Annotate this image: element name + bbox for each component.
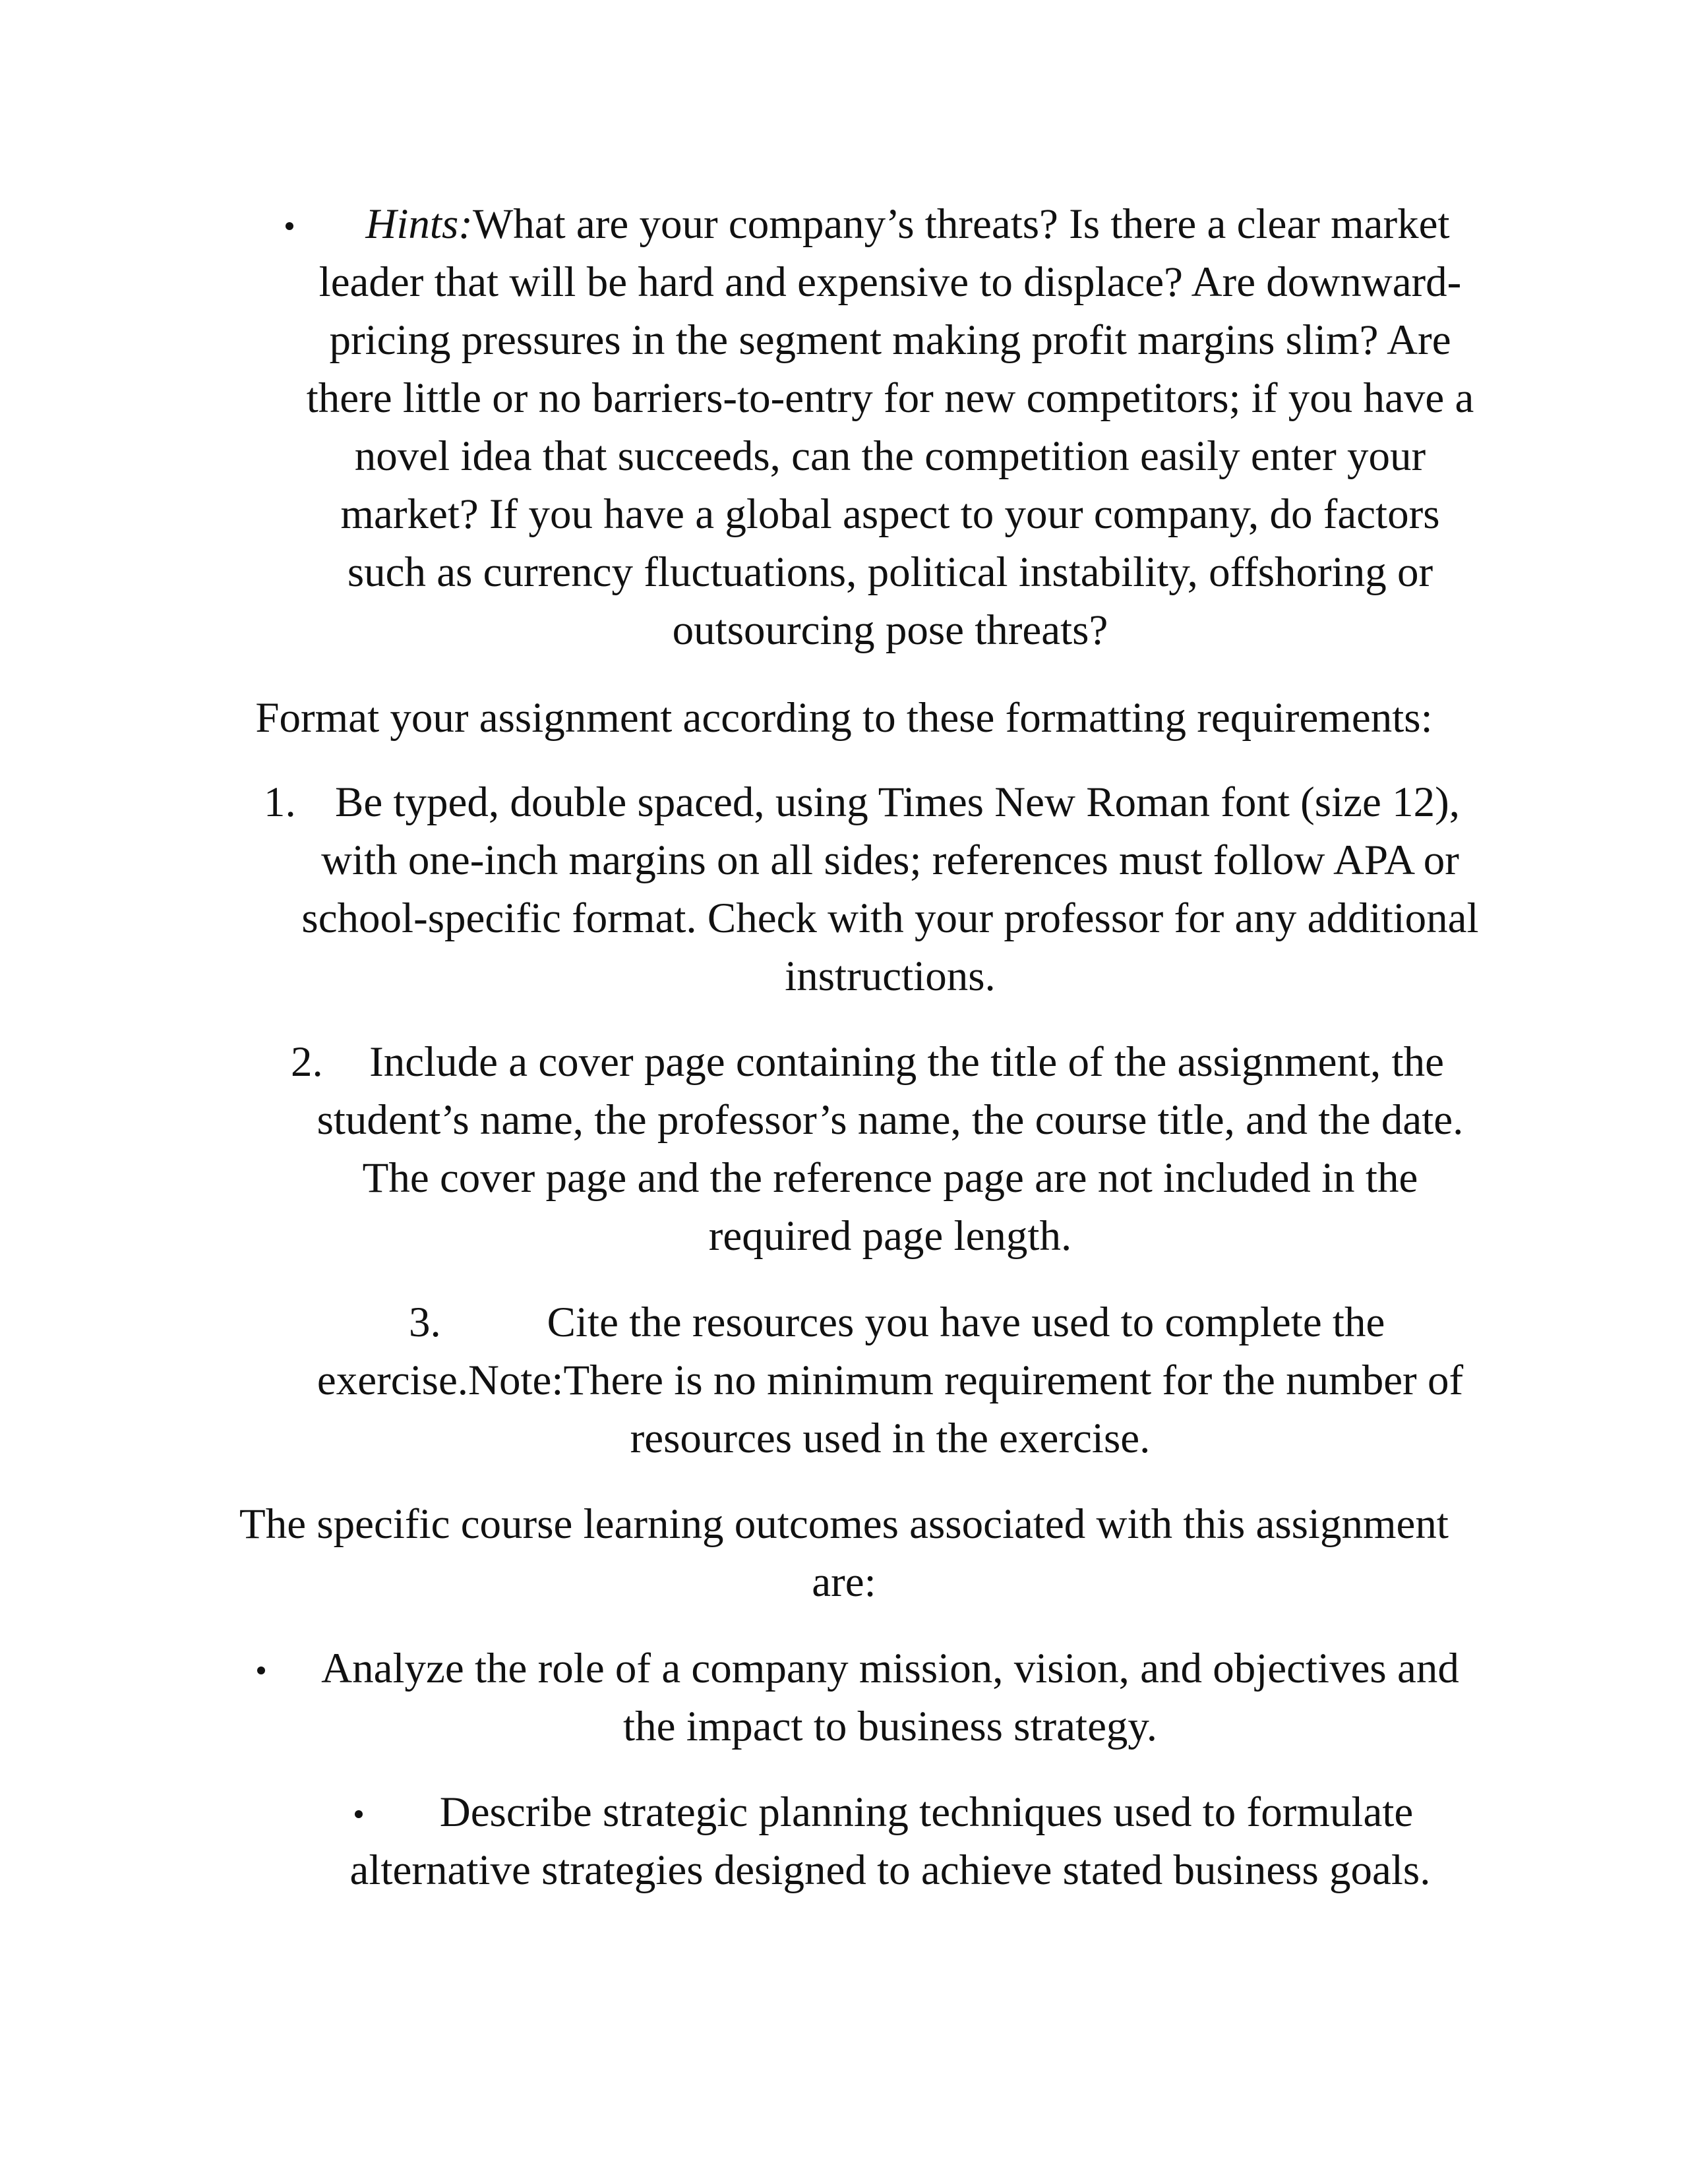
threats-hint-paragraph xyxy=(300,195,1480,659)
bullet-icon xyxy=(257,1667,265,1674)
requirement-item: Be typed, double spaced, using Times New Roman font (size 12), with one-inch margins on all sides; references must follow APA or school-specific format. Check with your professor for any additional instructions. xyxy=(301,779,1479,1000)
outcome-item: Analyze the role of a company mission, vision, and objectives and the impact to business strategy. xyxy=(321,1645,1459,1750)
requirement-item: Cite the resources you have used to complete the exercise.Note:There is no minimum requirement for the number of resources used in the exercise. xyxy=(316,1299,1464,1462)
outcomes-heading: The specific course learning outcomes associated with this assignment are: xyxy=(239,1500,1449,1606)
outcome-item: Describe strategic planning techniques used to formulate alternative strategies designed to achieve stated business goals. xyxy=(349,1788,1431,1894)
format-heading: Format your assignment according to these formatting requirements: xyxy=(255,694,1433,742)
hints-label: Hints: xyxy=(365,200,473,248)
requirement-number: 2. xyxy=(291,1038,323,1086)
requirement-number: 1. xyxy=(264,779,296,826)
bullet-icon xyxy=(286,222,293,230)
hints-text: What are your company’s threats? Is there a clear market leader that will be hard and expensive to displace? Are downward-pricing pressures in the segment making profit margins slim? Are there little or no barriers-to-entry for new competitors; if you have a novel idea that succeeds, can the competition easily enter your market? If you have a global aspect to your company, do factors such as currency fluctuations, political instability, offshoring or outsourcing pose threats? xyxy=(306,200,1474,654)
requirement-item: Include a cover page containing the title of the assignment, the student’s name, the professor’s name, the course title, and the date. The cover page and the reference page are not included in the required page length. xyxy=(316,1038,1464,1260)
requirement-number: 3. xyxy=(409,1299,441,1346)
